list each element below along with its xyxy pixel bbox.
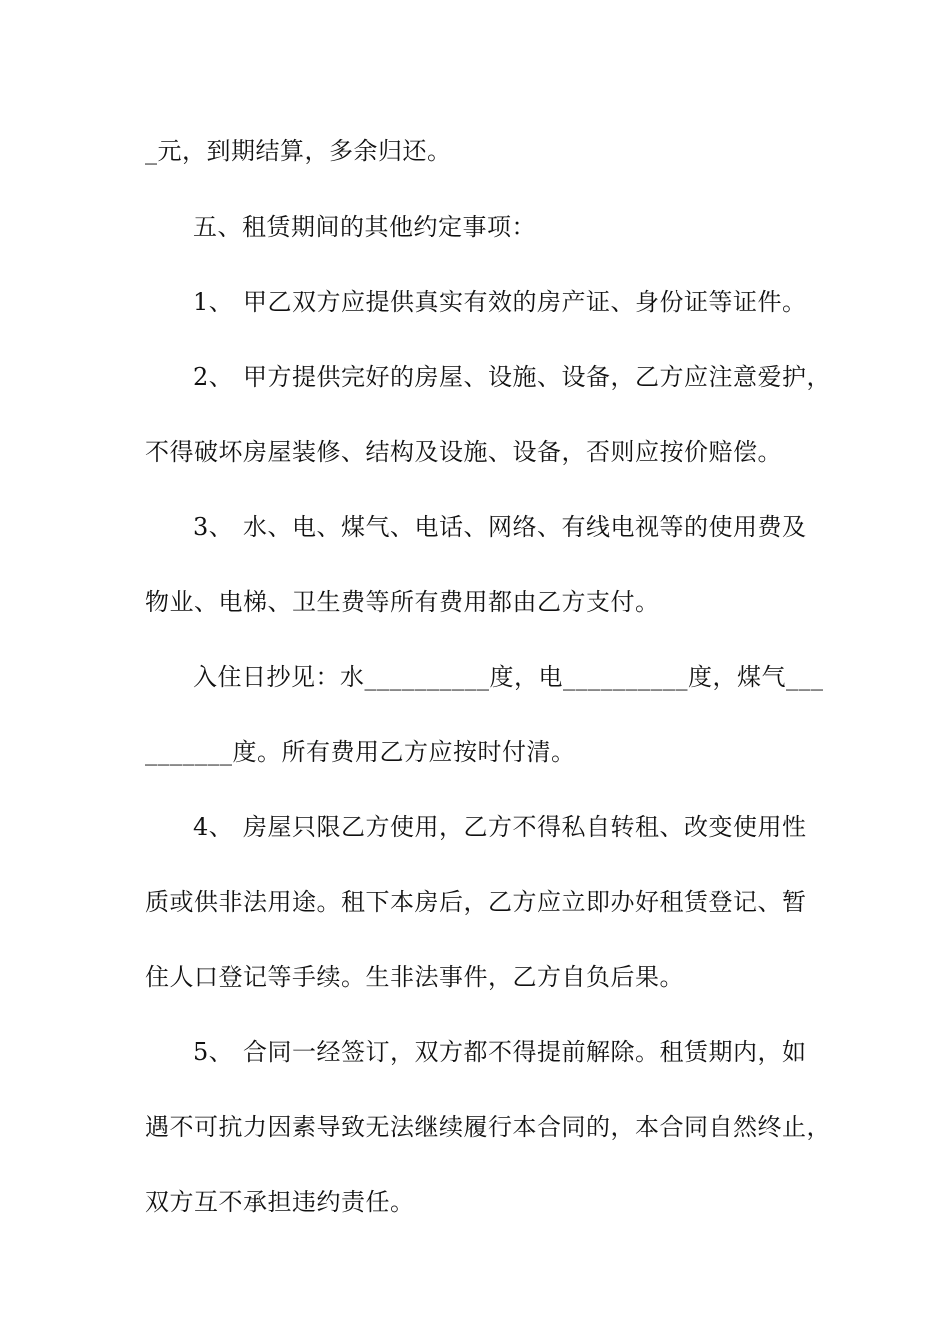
list-item-1 [193,287,807,317]
list-item-5 [193,1037,807,1067]
section-heading: 五、租赁期间的其他约定事项： [193,213,536,241]
item-number: 4、 [193,813,234,841]
item-text: 房屋只限乙方使用，乙方不得私自转租、改变使用性 [243,813,807,841]
item-number: 3、 [193,513,234,541]
list-item-2 [193,362,831,392]
text-line: 质或供非法用途。租下本房后，乙方应立即办好租赁登记、暂 [145,888,807,916]
text-line: 不得破坏房屋装修、结构及设施、设备，否则应按价赔偿。 [145,438,782,466]
item-text: 甲方提供完好的房屋、设施、设备，乙方应注意爱护， [243,363,831,391]
item-text: 甲乙双方应提供真实有效的房产证、身份证等证件。 [243,288,807,316]
text-line: _元，到期结算，多余归还。 [145,137,452,165]
text-line: 遇不可抗力因素导致无法继续履行本合同的，本合同自然终止， [145,1113,831,1141]
list-item-4 [193,812,807,842]
text-line: 双方互不承担违约责任。 [145,1188,415,1216]
meter-reading-line: 入住日抄见：水__________度，电__________度，煤气___ [193,663,824,691]
text-line: _______度。所有费用乙方应按时付清。 [145,738,576,766]
item-text: 合同一经签订，双方都不得提前解除。租赁期内，如 [243,1038,807,1066]
text-line: 物业、电梯、卫生费等所有费用都由乙方支付。 [145,588,660,616]
list-item-3 [193,512,807,542]
item-text: 水、电、煤气、电话、网络、有线电视等的使用费及 [243,513,807,541]
item-number: 2、 [193,363,234,391]
item-number: 1、 [193,288,234,316]
text-line: 住人口登记等手续。生非法事件，乙方自负后果。 [145,963,684,991]
item-number: 5、 [193,1038,234,1066]
